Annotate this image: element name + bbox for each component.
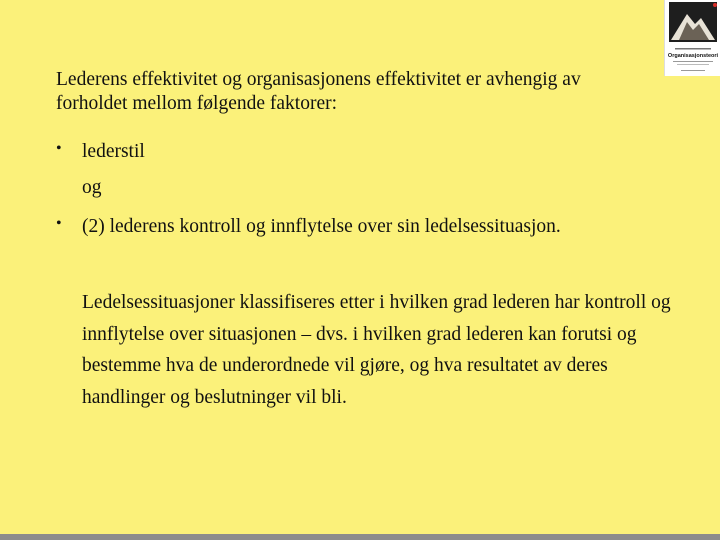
book-cover-title: Organisasjonsteori <box>667 53 719 59</box>
intro-text: Lederens effektivitet og organisasjonens effektivitet er avhengig av forholdet mellom følgende faktorer: <box>56 69 581 114</box>
book-cover-artwork <box>665 0 720 76</box>
bullet-marker: • <box>56 215 62 232</box>
explanation-paragraph: Ledelsessituasjoner klassifiseres etter i hvilken grad lederen har kontroll og innflytelse over situasjonen – dvs. i hvilken grad lederen kan forutsi og bestemme hva de underordnede vil gjøre, og hva resultatet av deres handlinger og beslutninger vil bli. <box>82 292 671 408</box>
bullet-marker: • <box>56 140 62 157</box>
connector-text: og <box>82 177 102 198</box>
bullet-text: lederstil <box>82 141 145 162</box>
book-cover-image <box>664 0 720 76</box>
bullet-text: (2) lederens kontroll og innflytelse over sin ledelsessituasjon. <box>82 216 561 237</box>
bottom-bar <box>0 534 720 540</box>
